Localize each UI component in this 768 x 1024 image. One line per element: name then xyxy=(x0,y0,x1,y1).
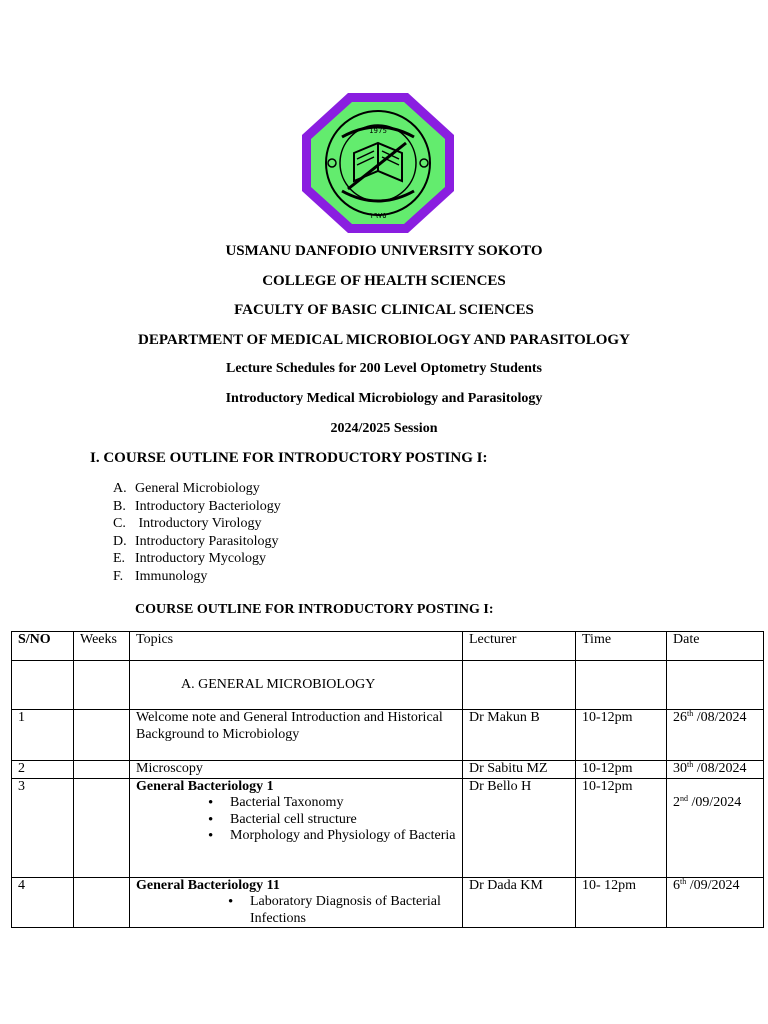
row-topic: Welcome note and General Introduction and Historical Background to Microbiology xyxy=(130,710,463,761)
topic-bullets xyxy=(230,795,456,845)
row-time: 10-12pm xyxy=(576,778,667,877)
row-sno: 4 xyxy=(12,877,74,928)
department-name: DEPARTMENT OF MEDICAL MICROBIOLOGY AND PARASITOLOGY xyxy=(138,332,630,348)
row-sno: 1 xyxy=(12,710,74,761)
row-lecturer: Dr Dada KM xyxy=(463,877,576,928)
svg-text:1975: 1975 xyxy=(369,127,387,135)
header-lecturer: Lecturer xyxy=(463,632,576,661)
header-topics: Topics xyxy=(130,632,463,661)
row-date: 6th /09/2024 xyxy=(667,877,764,928)
section-heading: A. GENERAL MICROBIOLOGY xyxy=(130,661,463,710)
course-title: Introductory Medical Microbiology and Parasitology xyxy=(225,391,543,406)
header-sno: S/NO xyxy=(12,632,74,661)
table-row xyxy=(12,877,764,928)
row-date: 2nd /09/2024 xyxy=(667,778,764,877)
list-marker: E. xyxy=(113,551,126,567)
list-item-text: Introductory Mycology xyxy=(135,551,267,567)
list-item xyxy=(113,515,281,533)
list-marker: A. xyxy=(113,481,127,496)
row-time: 10-12pm xyxy=(576,710,667,761)
outline-list xyxy=(113,480,281,586)
list-item-text: Immunology xyxy=(135,568,208,584)
list-item: • Bacterial Taxonomy xyxy=(230,795,456,812)
header-date: Date xyxy=(667,632,764,661)
faculty-name: FACULTY OF BASIC CLINICAL SCIENCES xyxy=(234,302,534,318)
college-name: COLLEGE OF HEALTH SCIENCES xyxy=(262,273,506,289)
course-outline-heading: COURSE OUTLINE FOR INTRODUCTORY POSTING I: xyxy=(135,602,494,617)
list-item-text: Introductory Virology xyxy=(135,516,262,532)
lecture-schedule-table xyxy=(11,631,764,928)
list-item: • Laboratory Diagnosis of Bacterial Infections xyxy=(250,894,456,927)
svg-text:١٩٧٥: ١٩٧٥ xyxy=(369,211,387,220)
row-time: 10-12pm xyxy=(576,761,667,779)
topic-bullets xyxy=(250,894,456,927)
schedule-title: Lecture Schedules for 200 Level Optometry Students xyxy=(225,361,542,376)
table-row xyxy=(12,778,764,877)
list-item xyxy=(113,568,281,586)
row-topic xyxy=(130,877,463,928)
list-item xyxy=(113,480,281,498)
list-marker: F. xyxy=(113,568,124,584)
university-crest-logo xyxy=(302,93,454,233)
section-row xyxy=(12,661,764,710)
list-item: • Morphology and Physiology of Bacteria xyxy=(230,828,456,845)
list-item-text: General Microbiology xyxy=(135,481,260,496)
row-date: 30th /08/2024 xyxy=(667,761,764,779)
list-item-text: Introductory Bacteriology xyxy=(135,498,281,514)
row-date: 26th /08/2024 xyxy=(667,710,764,761)
list-item xyxy=(113,498,281,516)
list-item-text: Introductory Parasitology xyxy=(135,533,279,549)
topic-title: General Bacteriology 1 xyxy=(136,778,274,794)
header-weeks: Weeks xyxy=(74,632,130,661)
row-lecturer: Dr Sabitu MZ xyxy=(463,761,576,779)
list-marker: D. xyxy=(113,533,127,549)
list-item: • Bacterial cell structure xyxy=(230,812,456,829)
header-time: Time xyxy=(576,632,667,661)
row-sno: 3 xyxy=(12,778,74,877)
row-lecturer: Dr Makun B xyxy=(463,710,576,761)
outline-heading: I. COURSE OUTLINE FOR INTRODUCTORY POSTING I: xyxy=(90,450,488,466)
table-row xyxy=(12,761,764,779)
list-item xyxy=(113,533,281,551)
row-time: 10- 12pm xyxy=(576,877,667,928)
table-header-row xyxy=(12,632,764,661)
row-topic: Microscopy xyxy=(130,761,463,779)
university-name: USMANU DANFODIO UNIVERSITY SOKOTO xyxy=(225,243,543,259)
table-row xyxy=(12,710,764,761)
session-label: 2024/2025 Session xyxy=(330,421,438,436)
topic-title: General Bacteriology 11 xyxy=(136,877,280,893)
row-topic xyxy=(130,778,463,877)
row-lecturer: Dr Bello H xyxy=(463,778,576,877)
list-marker: C. xyxy=(113,516,126,532)
list-item xyxy=(113,550,281,568)
row-sno: 2 xyxy=(12,761,74,779)
list-marker: B. xyxy=(113,498,126,514)
